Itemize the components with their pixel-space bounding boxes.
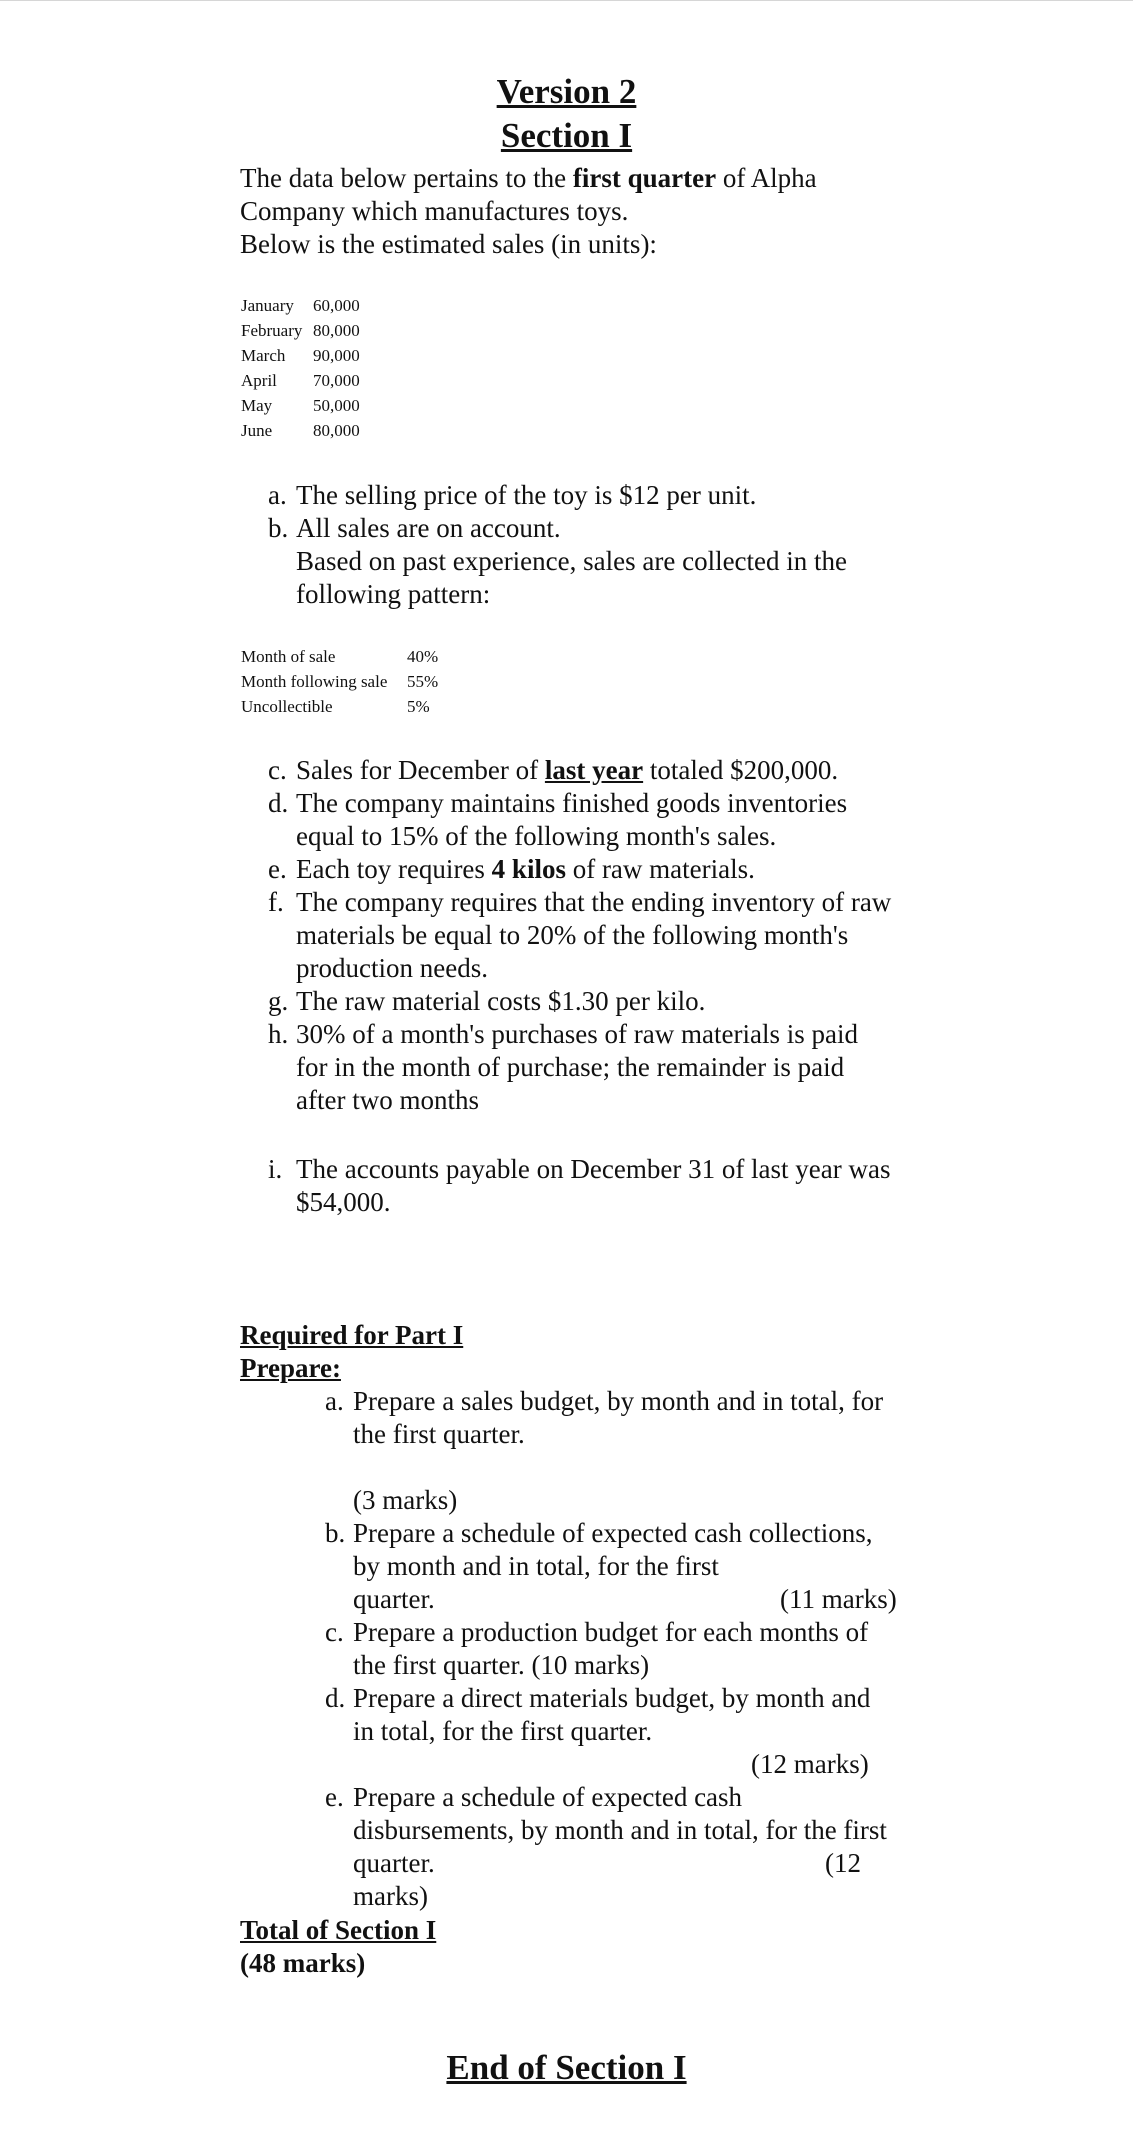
intro-paragraph: [240, 162, 817, 261]
table-row: Uncollectible 5%: [241, 697, 430, 716]
total-marks: (48 marks): [240, 1948, 366, 1978]
top-border: [0, 0, 1133, 1]
list-item-e: e. Each toy requires 4 kilos of raw materials.: [268, 854, 755, 884]
required-heading: Required for Part I: [240, 1320, 464, 1350]
required-item-c-cont: the first quarter. (10 marks): [353, 1650, 650, 1680]
intro-line-2: Company which manufactures toys.: [240, 196, 629, 226]
required-item-d: d. Prepare a direct materials budget, by month and: [325, 1683, 871, 1713]
required-item-e-marks: (12: [825, 1848, 861, 1878]
end-of-section-title: End of Section I: [446, 2048, 687, 2087]
list-item-b: b. All sales are on account.: [268, 513, 561, 543]
list-item-h-cont1: for in the month of purchase; the remainder is paid: [296, 1052, 845, 1082]
list-item-g: g. The raw material costs $1.30 per kilo.: [268, 986, 706, 1016]
item-list-i: [268, 1153, 988, 1219]
required-item-e-marks-cont: marks): [353, 1881, 428, 1911]
list-item-f-cont2: production needs.: [296, 953, 488, 983]
required-item-d-cont: in total, for the first quarter.: [353, 1716, 653, 1746]
list-item-b-sub1: Based on past experience, sales are collected in the: [296, 546, 848, 576]
table-row: March 90,000: [241, 346, 360, 365]
list-item-b-sub2: following pattern:: [296, 579, 491, 609]
table-row: May 50,000: [241, 396, 360, 415]
sales-estimate-table: [241, 293, 360, 443]
required-list: [325, 1385, 897, 1913]
list-item-h-cont2: after two months: [296, 1085, 479, 1115]
required-item-c: c. Prepare a production budget for each months of: [325, 1617, 869, 1647]
list-item-d-cont: equal to 15% of the following month's sales.: [296, 821, 777, 851]
required-item-b-line3: quarter. (11 marks): [353, 1584, 897, 1614]
table-row: Month following sale 55%: [241, 672, 439, 691]
table-row: April 70,000: [241, 371, 360, 390]
table-row: January 60,000: [241, 296, 360, 315]
required-item-e: e. Prepare a schedule of expected cash: [325, 1782, 743, 1812]
table-row: February 80,000: [241, 321, 360, 340]
list-item-a: a. The selling price of the toy is $12 per unit.: [268, 480, 757, 510]
required-item-b-marks: (11 marks): [780, 1584, 897, 1614]
required-item-b: b. Prepare a schedule of expected cash collections,: [325, 1518, 873, 1548]
total-label: Total of Section I: [240, 1915, 437, 1945]
required-item-e-line3: quarter. (12: [353, 1848, 861, 1878]
required-item-a-cont: the first quarter.: [353, 1419, 525, 1449]
version-title: Version 2: [496, 72, 637, 111]
blank-line: [325, 1451, 887, 1484]
list-item-i: i. The accounts payable on December 31 of last year was: [268, 1154, 891, 1184]
list-item-f: f. The company requires that the ending inventory of raw: [268, 887, 892, 917]
required-item-e-cont: disbursements, by month and in total, for the first: [353, 1815, 887, 1845]
collection-pattern-table: [241, 644, 438, 719]
section-title: Section I: [500, 116, 633, 155]
table-row: Month of sale 40%: [241, 647, 439, 666]
item-list-ch: [268, 754, 988, 1117]
list-item-f-cont1: materials be equal to 20% of the following month's: [296, 920, 849, 950]
required-item-a-marks: (3 marks): [353, 1485, 458, 1515]
required-item-b-cont: by month and in total, for the first: [353, 1551, 719, 1581]
list-item-d: d. The company maintains finished goods inventories: [268, 788, 848, 818]
list-item-h: h. 30% of a month's purchases of raw materials is paid: [268, 1019, 858, 1049]
item-list-ab: [268, 479, 968, 611]
list-item-i-cont: $54,000.: [296, 1187, 391, 1217]
intro-line-3: Below is the estimated sales (in units):: [240, 229, 657, 259]
list-item-c: c. Sales for December of last year totaled $200,000.: [268, 755, 839, 785]
intro-line-1: The data below pertains to the first quarter of Alpha: [240, 163, 817, 193]
required-item-a: a. Prepare a sales budget, by month and in total, for: [325, 1386, 884, 1416]
prepare-heading: Prepare:: [240, 1353, 341, 1383]
required-item-d-marks: (12 marks): [751, 1749, 869, 1779]
table-row: June 80,000: [241, 421, 360, 440]
